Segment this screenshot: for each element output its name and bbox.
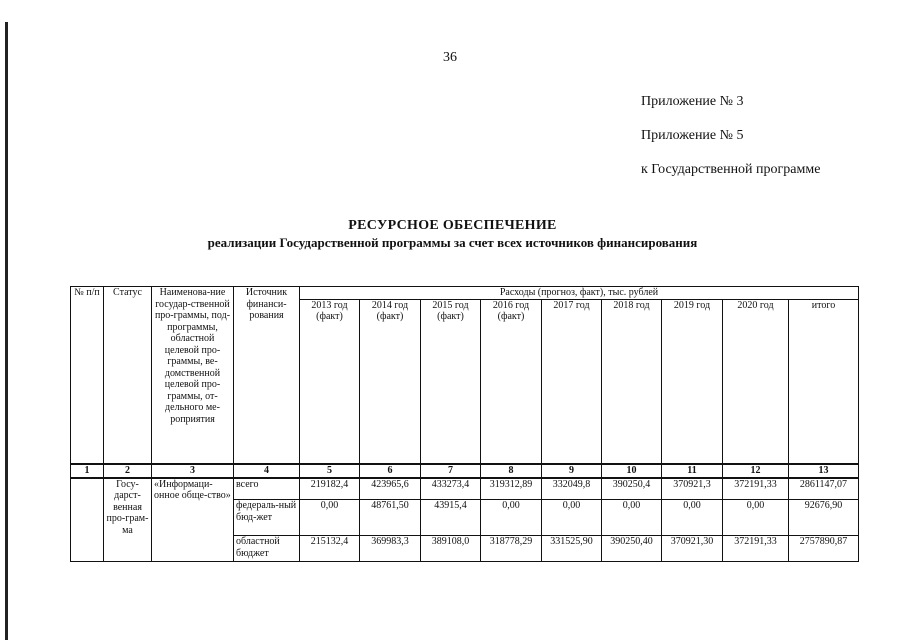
value-cell: 370921,3 [662, 478, 723, 500]
col-index: 8 [481, 464, 542, 478]
source-cell: федераль-ный бюд-жет [234, 500, 300, 536]
value-cell: 423965,6 [360, 478, 421, 500]
col-index: 3 [152, 464, 234, 478]
value-cell: 369983,3 [360, 536, 421, 562]
value-cell: 43915,4 [421, 500, 481, 536]
value-cell: 372191,33 [723, 536, 789, 562]
value-cell: 0,00 [481, 500, 542, 536]
value-cell: 318778,29 [481, 536, 542, 562]
header-year-2015: 2015 год (факт) [421, 299, 481, 464]
source-cell: областной бюджет [234, 536, 300, 562]
col-index: 10 [602, 464, 662, 478]
value-cell: 0,00 [300, 500, 360, 536]
value-cell: 370921,30 [662, 536, 723, 562]
value-cell: 372191,33 [723, 478, 789, 500]
value-cell: 2861147,07 [789, 478, 859, 500]
header-year-2018: 2018 год [602, 299, 662, 464]
col-index: 13 [789, 464, 859, 478]
value-cell: 331525,90 [542, 536, 602, 562]
value-cell: 433273,4 [421, 478, 481, 500]
value-cell: 390250,4 [602, 478, 662, 500]
row-num-cell [71, 478, 104, 562]
value-cell: 2757890,87 [789, 536, 859, 562]
header-year-2019: 2019 год [662, 299, 723, 464]
header-num: № п/п [71, 287, 104, 465]
appendix-line-2: Приложение № 5 [641, 128, 744, 143]
value-cell: 0,00 [542, 500, 602, 536]
value-cell: 319312,89 [481, 478, 542, 500]
document-title: РЕСУРСНОЕ ОБЕСПЕЧЕНИЕ [348, 218, 557, 233]
value-cell: 389108,0 [421, 536, 481, 562]
value-cell: 215132,4 [300, 536, 360, 562]
value-cell: 92676,90 [789, 500, 859, 536]
value-cell: 0,00 [662, 500, 723, 536]
value-cell: 0,00 [602, 500, 662, 536]
status-cell: Госу-дарст-венная про-грам-ма [104, 478, 152, 562]
value-cell: 219182,4 [300, 478, 360, 500]
resource-table [70, 286, 859, 562]
value-cell: 390250,40 [602, 536, 662, 562]
value-cell: 48761,50 [360, 500, 421, 536]
col-index: 6 [360, 464, 421, 478]
source-cell: всего [234, 478, 300, 500]
program-name-cell: «Информаци-онное обще-ство» [152, 478, 234, 562]
table-row [71, 478, 859, 500]
appendix-line-3: к Государственной программе [641, 162, 821, 177]
value-cell: 332049,8 [542, 478, 602, 500]
header-name: Наименова-ние государ-ственной про-граммы, под-программы, областной целевой про-граммы, ве-домственной целевой про-граммы, от-дельного ме-роприятия [152, 287, 234, 465]
header-status: Статус [104, 287, 152, 465]
value-cell: 0,00 [723, 500, 789, 536]
col-index: 1 [71, 464, 104, 478]
col-index: 7 [421, 464, 481, 478]
column-index-row [71, 464, 859, 478]
col-index: 5 [300, 464, 360, 478]
left-margin-line [5, 22, 8, 640]
col-index: 11 [662, 464, 723, 478]
page-number: 36 [443, 50, 457, 65]
col-index: 12 [723, 464, 789, 478]
header-year-2016: 2016 год (факт) [481, 299, 542, 464]
document-subtitle: реализации Государственной программы за счет всех источников финансирования [207, 235, 698, 250]
col-index: 2 [104, 464, 152, 478]
header-year-2013: 2013 год (факт) [300, 299, 360, 464]
header-year-2017: 2017 год [542, 299, 602, 464]
header-year-2020: 2020 год [723, 299, 789, 464]
header-expenses: Расходы (прогноз, факт), тыс. рублей [300, 287, 859, 300]
col-index: 9 [542, 464, 602, 478]
header-source: Источник финанси-рования [234, 287, 300, 465]
header-year-2014: 2014 год (факт) [360, 299, 421, 464]
col-index: 4 [234, 464, 300, 478]
header-total: итого [789, 299, 859, 464]
appendix-line-1: Приложение № 3 [641, 94, 744, 109]
